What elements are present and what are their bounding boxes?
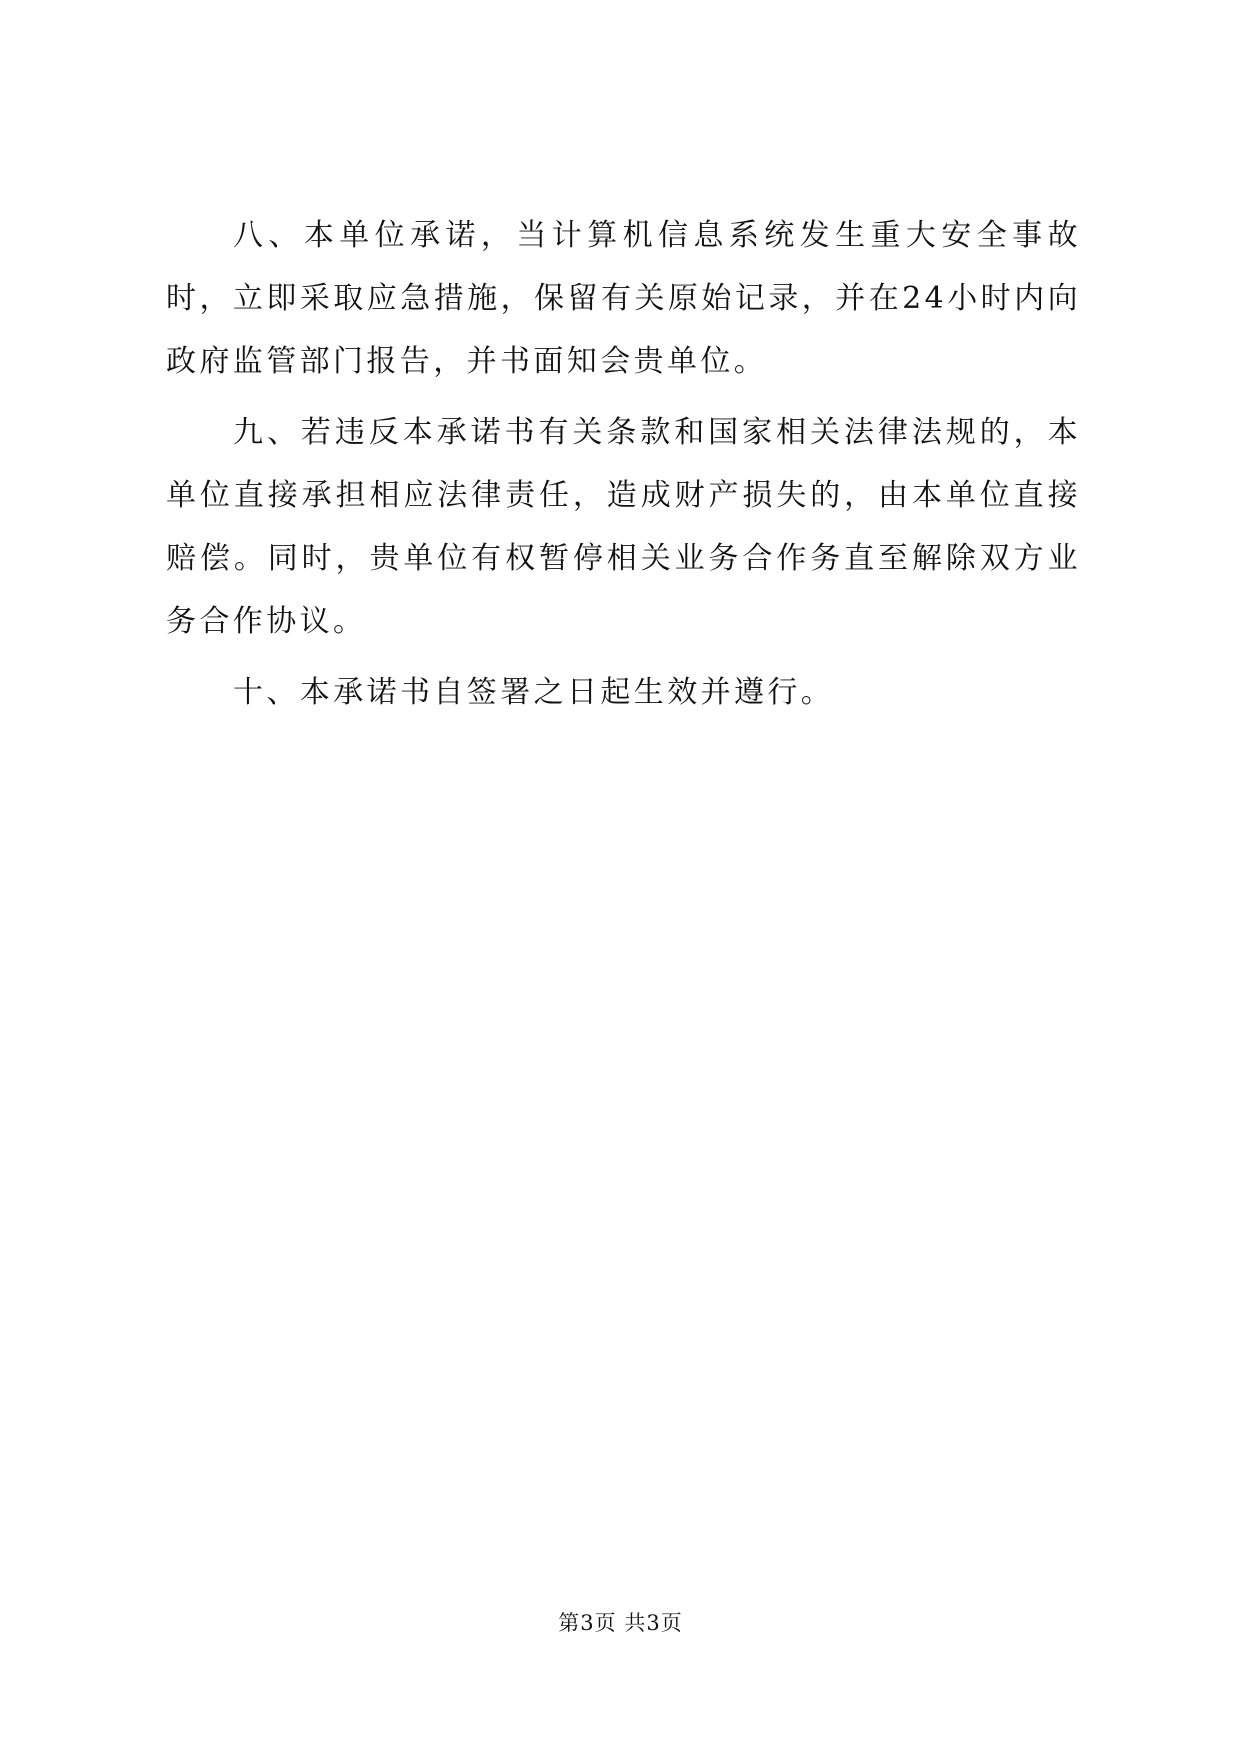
paragraph-9: 九、若违反本承诺书有关条款和国家相关法律法规的，本单位直接承担相应法律责任，造成财产损失的，由本单位直接赔偿。同时，贵单位有权暂停相关业务合作务直至解除双方业务合作协议。 (166, 415, 1081, 639)
document-body (166, 204, 1081, 724)
page-footer: 第3页 共3页 (558, 1611, 683, 1635)
paragraph-8: 八、本单位承诺，当计算机信息系统发生重大安全事故时，立即采取应急措施，保留有关原始记录，并在24小时内向政府监管部门报告，并书面知会贵单位。 (166, 218, 1081, 379)
paragraph-10: 十、本承诺书自签署之日起生效并遵行。 (233, 675, 835, 710)
